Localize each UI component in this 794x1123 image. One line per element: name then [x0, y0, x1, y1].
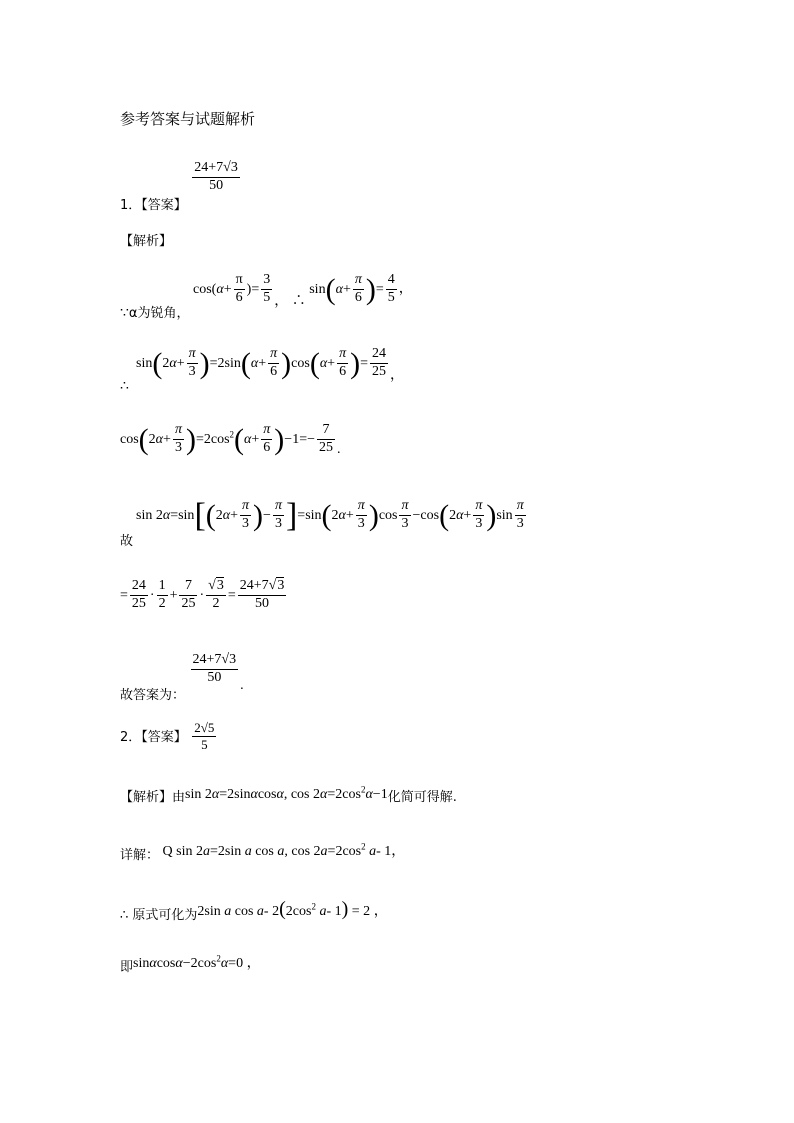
convert-formula: 2sin a cos a- $2(2\cos^2$ a- 1) = 2	[197, 898, 371, 920]
q1-line6	[120, 578, 288, 613]
because-symbol: ∵	[120, 305, 129, 321]
final-computation: = $\frac{24}{25}$ · $\frac{1}{2}$ + $\frac{7}{25}$ · $\frac{√3}{2}$ = $\frac{24+7√3}{50}$	[120, 578, 285, 611]
q2-convert-line: ∴ 原式可化为2sin a cos a- $2(2\cos^2$ a- 1) = 2 ，	[120, 898, 388, 923]
sin-result-formula: sin(α+ $\frac{\pi}{6}$ )= $\frac{4}{5}$	[309, 272, 395, 306]
q2-answer-denominator: 5	[201, 736, 208, 752]
q2-ji-line: 即$\sin\alpha\cos\alpha-2\cos^2\alpha=0$ ，	[120, 953, 261, 975]
q1-given-line: ∵α为锐角， cos(α+ $\frac{\pi}{6}$ )= $\frac{3}{5}$ ， ∴ sin(α+ $\frac{\pi}{6}$ )= $\frac{4}{5}$ ，	[120, 272, 413, 321]
final-numerator: 24+7√3	[191, 652, 239, 670]
final-fraction	[191, 652, 239, 687]
q2-answer-label: 2．【答案】	[120, 730, 187, 746]
ji-text: 即	[120, 960, 134, 975]
q1-analysis-label: 【解析】	[120, 234, 173, 249]
detail-formula: Q sin 2a=2sin a cos a, $\cos 2a=2\cos^2$ a- 1	[162, 841, 392, 859]
page-title: 参考答案与试题解析	[120, 110, 256, 128]
q2-analysis-line	[120, 786, 457, 806]
q2-answer-numerator: 2√5	[194, 720, 215, 735]
q2-analysis-prefix: 【解析】由	[120, 790, 186, 805]
q2-answer-fraction	[192, 720, 216, 752]
gu-text: 故	[120, 534, 134, 549]
convert-prefix: ∴ 原式可化为	[120, 908, 198, 923]
ji-formula: $\sin\alpha\cos\alpha-2\cos^2\alpha=0$	[133, 953, 244, 971]
q1-answer-line	[120, 160, 242, 213]
q1-answer-fraction	[192, 160, 240, 195]
q1-final-line: 故答案为： $\frac{24+7√3}{50}$ .	[120, 652, 244, 703]
q1-line3: ∴ sin(2α+ $\frac{\pi}{3}$ )=2sin(α+ $\frac{\pi}{6}$ )cos(α+ $\frac{\pi}{6}$ )= $\frac{24}{25}$ ，	[120, 346, 404, 394]
alpha-acute-text: α为锐角，	[128, 305, 190, 321]
sin-double-formula: sin(2α+ $\frac{\pi}{3}$ )=2sin(α+ $\frac{\pi}{6}$ )cos(α+ $\frac{\pi}{6}$ )= $\frac{24}{25}$	[136, 346, 386, 380]
q2-answer-line	[120, 720, 218, 752]
cos-double-formula: cos(2α+ $\frac{\pi}{3}$ )$=2\cos^2(\alpha+$ $\frac{\pi}{6}$ )−1=− $\frac{7}{25}$	[120, 422, 333, 456]
q1-line4: cos(2α+ $\frac{\pi}{3}$ )$=2\cos^2(\alpha+$ $\frac{\pi}{6}$ )−1=− $\frac{7}{25}$ .	[120, 422, 341, 457]
q2-analysis-formula: sin 2α=2sinαcosα, $\cos 2\alpha=2\cos^2\alpha-1$	[185, 784, 388, 802]
q1-answer-numerator: 24+7√3	[192, 160, 240, 178]
sin2alpha-expansion: sin 2α=sin[(2α+ $\frac{\pi}{3}$ )− $\frac{\pi}{3}$ ]=sin(2α+ $\frac{\pi}{3}$ )cos $\frac{\pi}{3}$ −cos(2α+ $\frac{\pi}{3}$ )sin $\frac{\pi}{3}$	[136, 496, 524, 534]
final-denominator: 50	[207, 669, 222, 685]
detail-label: 详解：	[120, 848, 160, 863]
q1-answer-label: 1．【答案】	[120, 197, 187, 213]
q1-answer-denominator: 50	[209, 177, 224, 193]
q1-line5	[120, 496, 528, 549]
final-prefix: 故答案为：	[120, 687, 186, 703]
therefore-symbol: ∴	[291, 293, 306, 309]
cos-given-formula: cos(α+ $\frac{\pi}{6}$ )= $\frac{3}{5}$	[193, 272, 271, 305]
q2-analysis-suffix: 化简可得解.	[387, 790, 457, 805]
q2-detail-line: 详解： Q sin 2a=2sin a cos a, $\cos 2a=2\cos^2$ a- 1，	[120, 841, 406, 863]
